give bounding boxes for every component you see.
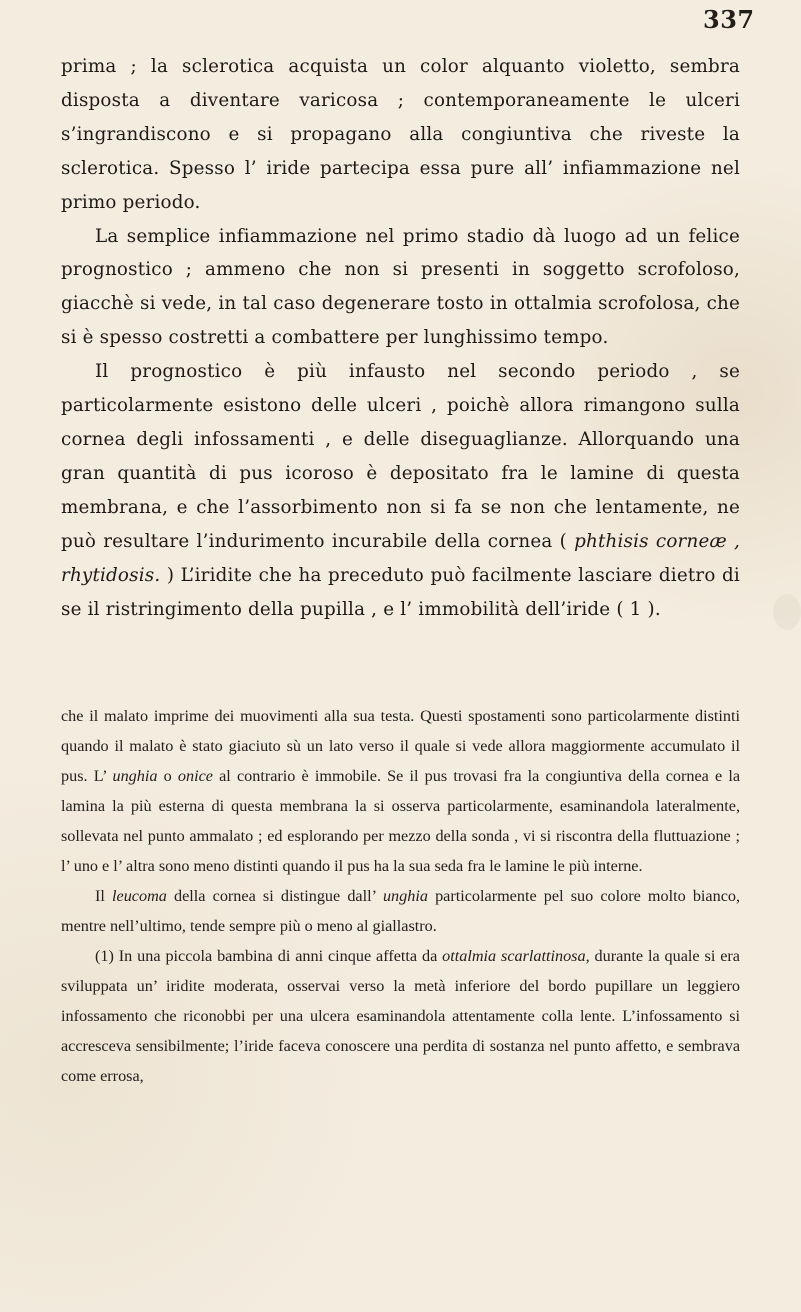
- footnote-italic-unghia-2: unghia: [382, 887, 428, 905]
- main-paragraph-3: [61, 355, 740, 626]
- footnote-paragraph-1-part-1: che il malato imprime dei muovimenti alla sua testa. Questi spostamenti sono particolarmente distinti quando il malato è stato giaciuto sù un lato verso il quale si vede allora maggiormente accumulato il pus.: [61, 707, 740, 785]
- main-paragraph-3-note-marker: 1: [629, 598, 642, 620]
- main-text: [61, 50, 740, 626]
- footnote-italic-onice: onice: [177, 767, 213, 785]
- footnote-text: [61, 701, 740, 1091]
- footnote-note-prefix: In una piccola bambina di anni cinque affetta da: [118, 947, 443, 965]
- footnote-paragraph-2-suffix: particolarmente pel suo colore molto bianco, mentre nell’ultimo, tende sempre più o meno al giallastro.: [61, 887, 741, 935]
- footnote-italic-unghia: unghia: [112, 767, 158, 785]
- footnote-note-suffix: durante la quale si era sviluppata un’ iridite moderata, osservai verso la metà inferiore del bordo pupillare un leggiero infossamento che riconobbi per una ulcera esaminandola attentamente colla lente. L’infossamento si accresceva sensibilmente; l’iride faceva conoscere una perdita di sostanza nel punto affetto, e sembrava come errosa,: [61, 947, 740, 1085]
- footnote-paragraph-1-suffix: al contrario è immobile. Se il pus trovasi fra la congiuntiva della cornea e la lamina la più esterna di questa membrana la si osserva particolarmente, esaminandola lateralmente, sollevata nel punto ammalato ; ed esplorando per mezzo della sonda , vi si riscontra della fluttuazione ; l’ uno e l’ altra sono meno distinti quando il pus ha la sua seda fra le lamine le più interne.: [61, 767, 741, 875]
- main-paragraph-1: prima ; la sclerotica acquista un color alquanto violetto, sembra disposta a diventare varicosa ; contemporaneamente le ulceri s’ingrandiscono e si propagano alla congiuntiva che riveste la sclerotica. Spesso l’ iride partecipa essa pure all’ infiammazione nel primo periodo.: [61, 56, 740, 213]
- footnote-note-1: [61, 941, 740, 1091]
- paper-stain: [773, 594, 801, 630]
- main-paragraph-2: La semplice infiammazione nel primo stadio dà luogo ad un felice prognostico ; ammeno che non si presenti in soggetto scrofoloso, giacchè si vede, in tal caso degenerare tosto in ottalmia scrofolosa, che si è spesso costretti a combattere per lunghissimo tempo.: [61, 225, 740, 349]
- main-paragraph-3-part-1: Il prognostico è più infausto nel secondo periodo , se particolarmente esistono delle ulceri , poichè allora rimangono sulla cornea degli infossamenti , e delle diseguaglianze. Allorquando una gran quantità di pus icoroso è depositato fra le lamine di questa membrana, e che l’assorbimento non si fa se non che lentamente, ne può resultare l’indurimento incurabile della cornea (: [61, 361, 740, 552]
- main-paragraph-3-part-3: ).: [647, 598, 661, 620]
- footnote-italic-leucoma: leucoma: [112, 887, 167, 905]
- main-paragraph-3-italic: phthisis corneæ , rhytidosis.: [61, 530, 741, 586]
- footnote-paragraph-1-prefix: L’: [93, 767, 107, 785]
- footnote-note-italic: ottalmia scarlattinosa,: [442, 947, 590, 965]
- footnote-paragraph-2-middle: della cornea si distingue dall’: [174, 887, 383, 905]
- page-number: 337: [703, 5, 755, 34]
- footnote-paragraph-1: [61, 701, 740, 881]
- footnote-paragraph-1-middle: o: [163, 767, 178, 785]
- footnote-paragraph-2: [61, 881, 740, 941]
- main-paragraph-3-part-2: ) L’iridite che ha preceduto può facilmente lasciare dietro di se il ristringimento della pupilla , e l’ immobilità dell’iride (: [61, 564, 740, 620]
- footnote-paragraph-2-prefix: Il: [95, 887, 113, 905]
- footnote-note-marker: (1): [95, 947, 114, 965]
